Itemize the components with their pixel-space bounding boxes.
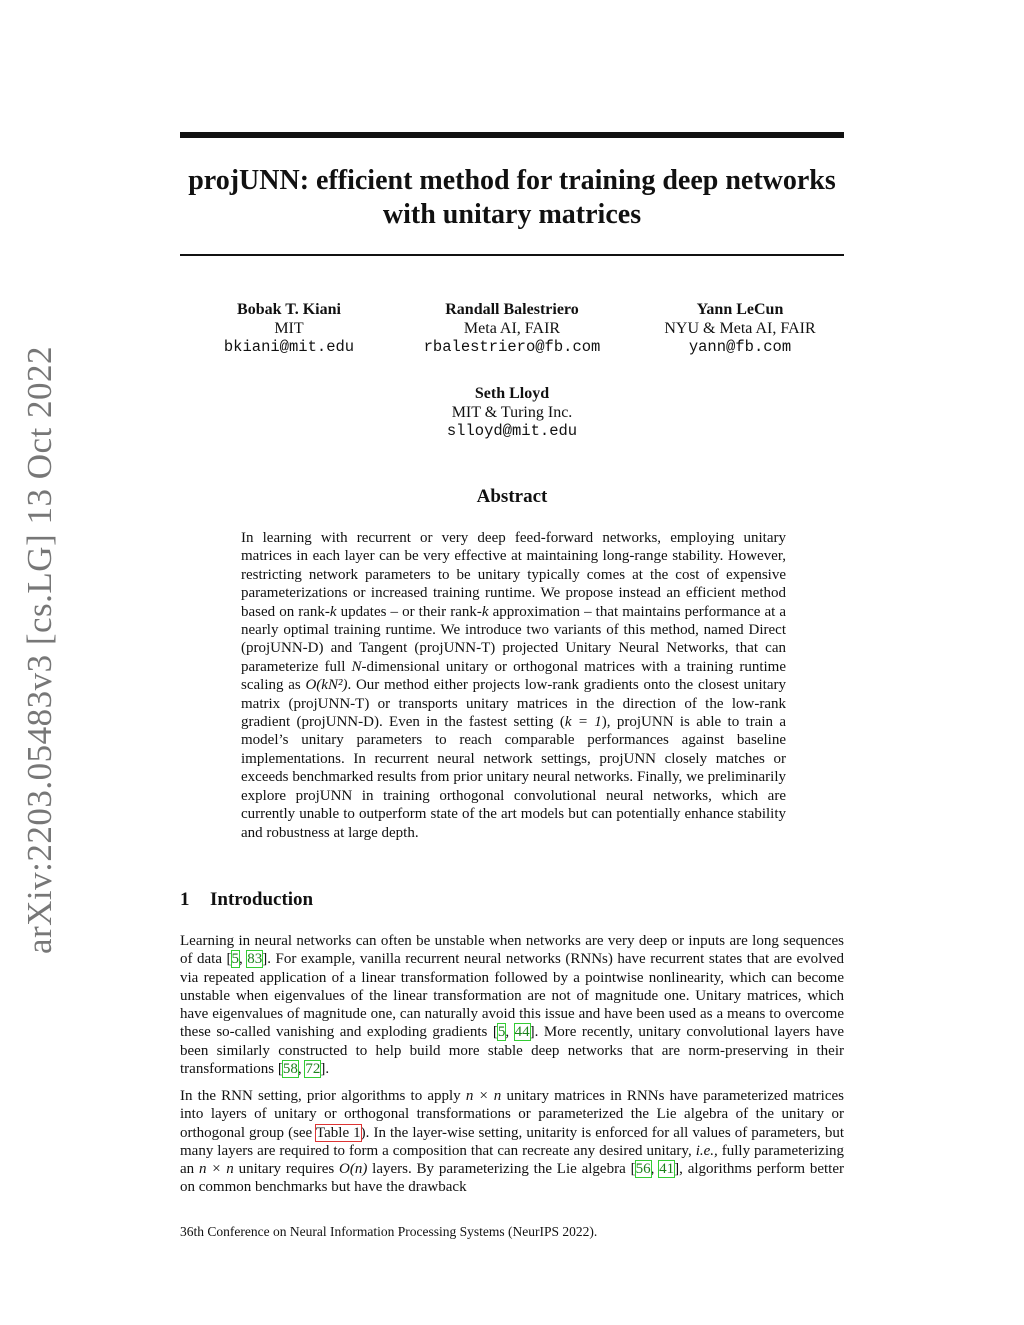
conference-footer: 36th Conference on Neural Information Processing Systems (NeurIPS 2022). <box>180 1224 598 1239</box>
abstract-heading: Abstract <box>476 486 548 507</box>
text-run: , <box>650 1161 660 1178</box>
section-number: 1 <box>180 889 190 910</box>
text-run: , <box>505 1024 515 1041</box>
text-run: Learning in neural networks can often be unstable when networks are very deep or inputs are long sequences of data [ <box>180 933 844 968</box>
text-run: unitary matrices in RNNs have parameterized matrices into layers of unitary or orthogonal transformations or parameterized the Lie algebra of the unitary or orthogonal group (see <box>180 1088 844 1141</box>
math-k: k <box>329 603 337 620</box>
abstract-run: approximation – that maintains performance at a nearly optimal training runtime. We introduce two variants of this method, named Direct (projUNN-D) and Tangent (projUNN-T) projected Unitary Neural Networks, that can parameterize full <box>241 603 786 675</box>
section-heading <box>180 889 313 911</box>
author-name: Seth Lloyd <box>474 385 550 402</box>
author-email[interactable]: rbalestriero@fb.com <box>423 338 601 356</box>
text-run: ], algorithms perform better on common benchmarks but have the drawback <box>180 1161 844 1196</box>
author-block <box>189 300 389 357</box>
table-reference-link[interactable]: Table 1 <box>316 1124 361 1141</box>
math-big-o-n: O(n) <box>339 1161 368 1178</box>
author-name: Bobak T. Kiani <box>237 301 341 318</box>
math-complexity: O(kN²) <box>305 677 348 694</box>
author-affiliation: NYU & Meta AI, FAIR <box>664 320 816 337</box>
math-k-equals-one: k = 1 <box>564 714 602 731</box>
author-affiliation: MIT & Turing Inc. <box>451 404 573 421</box>
title-line-2: with unitary matrices <box>382 199 642 230</box>
author-affiliation: Meta AI, FAIR <box>463 320 561 337</box>
citation-link[interactable]: 56 <box>635 1161 651 1178</box>
text-run: , <box>297 1061 306 1078</box>
text-run: fully parameterizing an <box>180 1142 844 1178</box>
text-run: ]. More recently, unitary convolutional layers have been similarly constructed to help build more stable deep networks that are norm-preserving in their transformations [ <box>180 1024 845 1078</box>
title-line-1: projUNN: efficient method for training deep networks <box>188 165 836 196</box>
citation-link[interactable]: 44 <box>514 1024 530 1041</box>
author-block <box>620 300 860 357</box>
text-run: ). In the layer-wise setting, unitarity is enforced for all values of parameters, but many layers are required to form a composition that can recreate any desired unitary, <box>180 1124 844 1159</box>
citation-link[interactable]: 72 <box>305 1061 321 1078</box>
abstract-run: updates – or their rank- <box>336 603 482 620</box>
title-rule-bottom <box>180 254 844 256</box>
citation-link[interactable]: 41 <box>659 1161 675 1178</box>
abstract-run: ), projUNN is able to train a model’s unitary parameters to reach comparable performances against baseline implementations. In recurrent neural network settings, projUNN closely matches or exceeds benchmarked results from prior unitary neural networks. Finally, we preliminarily explore projUNN in training orthogonal convolutional neural networks, which are currently unable to outperform state of the art models but can potentially enhance stability and robustness at large depth. <box>241 714 787 841</box>
paper-title <box>180 164 844 232</box>
author-name: Randall Balestriero <box>445 301 579 318</box>
author-name: Yann LeCun <box>696 301 784 318</box>
citation-link[interactable]: 83 <box>247 951 263 968</box>
author-block <box>392 384 632 441</box>
text-run: ]. For example, vanilla recurrent neural networks (RNNs) have recurrent states that are evolved via repeated application of a linear transformation followed by a pointwise nonlinearity, which can become unstable when eigenvalues of the linear transformation are not of magnitude one. Unitary matrices, which have eigenvalues of magnitude one, can naturally avoid this issue and have been used as a means to overcome these so-called vanishing and exploding gradients [ <box>180 951 844 1041</box>
author-email[interactable]: bkiani@mit.edu <box>223 338 355 356</box>
math-n-by-n: n × n <box>465 1088 502 1104</box>
abstract-run: In learning with recurrent or very deep feed-forward networks, employing unitary matrices in each layer can be very effective at maintaining long-range stability. However, restricting network parameters to be unitary typically comes at the cost of expensive parameterizations or increased training runtime. We propose instead an efficient method based on rank- <box>241 530 786 620</box>
text-run: In the RNN setting, prior algorithms to apply <box>180 1088 466 1104</box>
intro-paragraph-1 <box>180 932 844 1078</box>
citation-link[interactable]: 58 <box>282 1061 298 1078</box>
author-affiliation: MIT <box>274 320 304 337</box>
section-title: Introduction <box>210 889 314 910</box>
text-run: layers. By parameterizing the Lie algebra [ <box>367 1161 636 1178</box>
abstract-run: . Our method either projects low-rank gradients onto the closest unitary matrix (projUNN-T) or transports unitary matrices in the direction of the low-rank gradient (projUNN-D). Even in the fastest setting ( <box>241 677 786 731</box>
citation-link[interactable]: 5 <box>497 1024 506 1041</box>
abstract-run: -dimensional unitary or orthogonal matrices with a training runtime scaling as <box>241 658 786 694</box>
math-k: k <box>481 603 489 620</box>
intro-paragraph-2 <box>180 1087 844 1197</box>
author-email[interactable]: slloyd@mit.edu <box>446 422 578 440</box>
text-run: ]. <box>320 1061 330 1078</box>
text-run: unitary requires <box>233 1161 340 1178</box>
author-email[interactable]: yann@fb.com <box>688 338 792 356</box>
math-N: N <box>351 658 362 675</box>
text-run: , <box>239 951 248 968</box>
arxiv-sidebar-label: arXiv:2203.05483v3 [cs.LG] 13 Oct 2022 <box>20 345 59 955</box>
abstract-text <box>241 529 786 842</box>
author-block <box>392 300 632 357</box>
citation-link[interactable]: 5 <box>231 951 239 968</box>
math-n-by-n: n × n <box>198 1161 234 1178</box>
text-ie: i.e., <box>695 1142 718 1159</box>
title-rule-top <box>180 132 844 138</box>
